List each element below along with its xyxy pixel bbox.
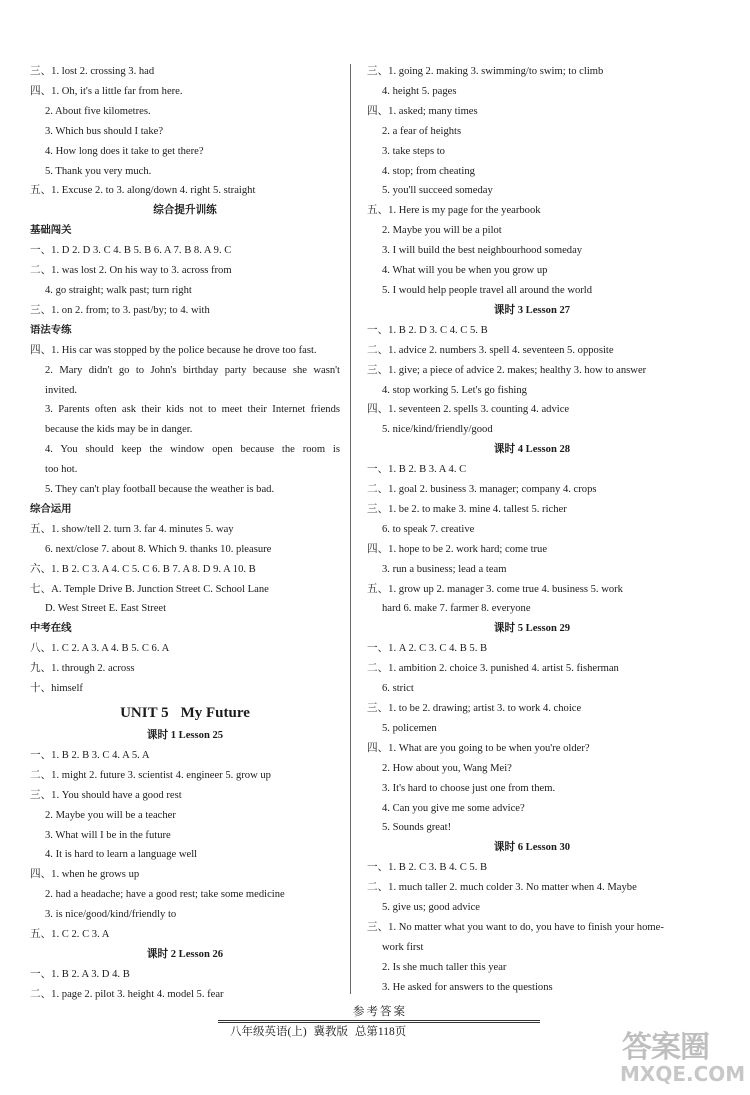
answer-line: 4. What will you be when you grow up [382, 265, 548, 277]
answer-line: 四、1. What are you going to be when you're older? [367, 742, 590, 754]
answer-line: 2. Is she much taller this year [382, 961, 507, 973]
answer-line: 五、1. grow up 2. manager 3. come true 4. business 5. work [367, 583, 623, 595]
answer-line: 3. Which bus should I take? [45, 125, 164, 137]
answer-line: 3. Parents often ask their kids not to meet their Internet friends [45, 404, 340, 416]
answer-line: 九、1. through 2. across [30, 663, 135, 675]
unit-number: UNIT 5 [120, 705, 169, 721]
lesson-heading: 课时 4 Lesson 28 [493, 444, 571, 456]
answer-line: 一、1. B 2. D 3. C 4. C 5. B [367, 324, 488, 336]
lesson-heading: 课时 3 Lesson 27 [493, 304, 571, 316]
lesson-heading: 课时 2 Lesson 26 [146, 948, 224, 960]
answer-line: 三、1. lost 2. crossing 3. had [30, 66, 155, 77]
unit-name: My Future [180, 705, 250, 721]
answer-line: 三、1. be 2. to make 3. mine 4. tallest 5. richer [367, 503, 567, 515]
answer-line: 4. height 5. pages [382, 85, 457, 97]
lesson-heading: 课时 6 Lesson 30 [493, 842, 571, 854]
section-heading: 综合运用 [30, 502, 72, 515]
answer-line: 3. What will I be in the future [45, 829, 171, 841]
answer-line: work first [382, 941, 424, 953]
footer-title: 参考答案 [353, 1006, 407, 1018]
answer-line: 一、1. D 2. D 3. C 4. B 5. B 6. A 7. B 8. A 9. C [30, 245, 232, 257]
answer-line: 一、1. B 2. B 3. A 4. C [367, 464, 467, 476]
left-column [30, 62, 340, 1005]
answer-line: 4. stop; from cheating [382, 165, 475, 177]
watermark-url: MXQE.COM [620, 1062, 746, 1086]
answer-line: 2. Maybe you will be a teacher [45, 809, 176, 821]
answer-line: 6. next/close 7. about 8. Which 9. thanks 10. pleasure [45, 543, 272, 555]
watermark-logo [618, 1022, 744, 1092]
answer-line: 四、1. when he grows up [30, 869, 140, 881]
section-heading: 语法专练 [30, 323, 72, 336]
answer-line: 五、1. show/tell 2. turn 3. far 4. minutes 5. way [30, 523, 234, 535]
answer-line: 2. About five kilometres. [45, 105, 151, 117]
answer-line: 一、1. B 2. B 3. C 4. A 5. A [30, 749, 150, 761]
answer-line: 二、1. goal 2. business 3. manager; company 4. crops [367, 484, 597, 496]
answer-line: 3. run a business; lead a team [382, 563, 507, 575]
answer-line: 四、1. Oh, it's a little far from here. [30, 85, 183, 97]
answer-line: 5. Sounds great! [382, 822, 452, 834]
answer-line: 三、1. on 2. from; to 3. past/by; to 4. with [30, 304, 210, 316]
answer-line: 5. I would help people travel all around the world [382, 284, 593, 296]
answer-line: 2. a fear of heights [382, 125, 462, 137]
answer-line: 三、1. to be 2. drawing; artist 3. to work 4. choice [367, 703, 582, 714]
answer-line: 五、1. Excuse 2. to 3. along/down 4. right 5. straight [30, 185, 256, 197]
answer-line: 二、1. page 2. pilot 3. height 4. model 5. fear [30, 988, 224, 1000]
lesson-heading: 综合提升训练 [153, 205, 217, 217]
section-heading: 基础闯关 [30, 224, 72, 237]
answer-line: 5. Thank you very much. [45, 165, 152, 177]
footer-page-info: 八年级英语(上) 冀教版 总第118页 [230, 1026, 407, 1038]
answer-line: 4. You should keep the window open because the room is [45, 444, 340, 456]
answer-line: 4. It is hard to learn a language well [45, 849, 198, 861]
watermark-text: 答案圈 [622, 1030, 709, 1065]
column-divider [350, 64, 351, 994]
answer-line: 5. nice/kind/friendly/good [382, 424, 493, 436]
answer-line: 二、1. ambition 2. choice 3. punished 4. artist 5. fisherman [367, 663, 619, 675]
answer-line: 六、1. B 2. C 3. A 4. C 5. C 6. B 7. A 8. D 9. A 10. B [30, 563, 256, 575]
answer-line: 2. How about you, Wang Mei? [382, 762, 512, 774]
answer-line: 一、1. B 2. C 3. B 4. C 5. B [367, 862, 488, 874]
answer-line: 3. take steps to [382, 145, 445, 157]
footer-rule [218, 1020, 540, 1021]
answer-line: 6. to speak 7. creative [382, 523, 475, 535]
answer-line: 四、1. His car was stopped by the police because he drove too fast. [30, 344, 317, 356]
answer-line: 三、1. You should have a good rest [30, 789, 182, 801]
answer-line: 三、1. No matter what you want to do, you have to finish your home- [367, 921, 664, 933]
answer-line: 四、1. seventeen 2. spells 3. counting 4. advice [367, 404, 570, 416]
answer-line: 4. stop working 5. Let's go fishing [382, 384, 527, 396]
answer-line: D. West Street E. East Street [45, 603, 167, 615]
answer-line: 3. It's hard to choose just one from them. [382, 782, 556, 794]
answer-line: invited. [45, 384, 78, 396]
answer-line: 5. you'll succeed someday [382, 185, 493, 197]
answer-line: 四、1. hope to be 2. work hard; come true [367, 543, 548, 555]
answer-line: 2. Maybe you will be a pilot [382, 225, 502, 237]
answer-line: 二、1. much taller 2. much colder 3. No matter when 4. Maybe [367, 882, 637, 894]
answer-line: 七、A. Temple Drive B. Junction Street C. School Lane [30, 583, 269, 595]
answer-line: too hot. [45, 464, 78, 476]
answer-line: 五、1. C 2. C 3. A [30, 929, 110, 941]
answer-line: 2. had a headache; have a good rest; take some medicine [45, 889, 285, 901]
section-heading: 中考在线 [30, 622, 72, 635]
answer-line: 二、1. might 2. future 3. scientist 4. engineer 5. grow up [30, 769, 271, 781]
answer-line: 三、1. give; a piece of advice 2. makes; healthy 3. how to answer [367, 364, 647, 376]
answer-line: 八、1. C 2. A 3. A 4. B 5. C 6. A [30, 643, 170, 655]
answer-line: 4. go straight; walk past; turn right [45, 284, 192, 296]
answer-line: 2. Mary didn't go to John's birthday party because she wasn't [45, 364, 340, 376]
answer-line: 4. How long does it take to get there? [45, 145, 204, 157]
answer-line: 二、1. was lost 2. On his way to 3. across from [30, 265, 232, 277]
answer-line: 5. policemen [382, 722, 437, 734]
answer-line: 6. strict [382, 683, 414, 695]
lesson-heading: 课时 1 Lesson 25 [146, 730, 224, 741]
answer-line: 5. They can't play football because the weather is bad. [45, 484, 275, 496]
lesson-heading: 课时 5 Lesson 29 [493, 623, 571, 635]
answer-line: 一、1. A 2. C 3. C 4. B 5. B [367, 643, 488, 655]
answer-line: 二、1. advice 2. numbers 3. spell 4. seventeen 5. opposite [367, 344, 614, 356]
answer-line: 3. He asked for answers to the questions [382, 981, 553, 993]
answer-line: 十、himself [30, 683, 83, 695]
right-column [367, 62, 697, 998]
answer-line: 一、1. B 2. A 3. D 4. B [30, 968, 130, 980]
answer-line: 四、1. asked; many times [367, 105, 478, 117]
answer-line: because the kids may be in danger. [45, 424, 193, 436]
answer-line: 3. I will build the best neighbourhood someday [382, 245, 583, 257]
unit-title [30, 701, 340, 725]
answer-line: 五、1. Here is my page for the yearbook [367, 205, 541, 217]
answer-line: 三、1. going 2. making 3. swimming/to swim; to climb [367, 66, 604, 77]
answer-line: 3. is nice/good/kind/friendly to [45, 909, 177, 921]
answer-line: hard 6. make 7. farmer 8. everyone [382, 603, 531, 615]
answer-line: 5. give us; good advice [382, 902, 480, 914]
answer-line: 4. Can you give me some advice? [382, 802, 525, 814]
